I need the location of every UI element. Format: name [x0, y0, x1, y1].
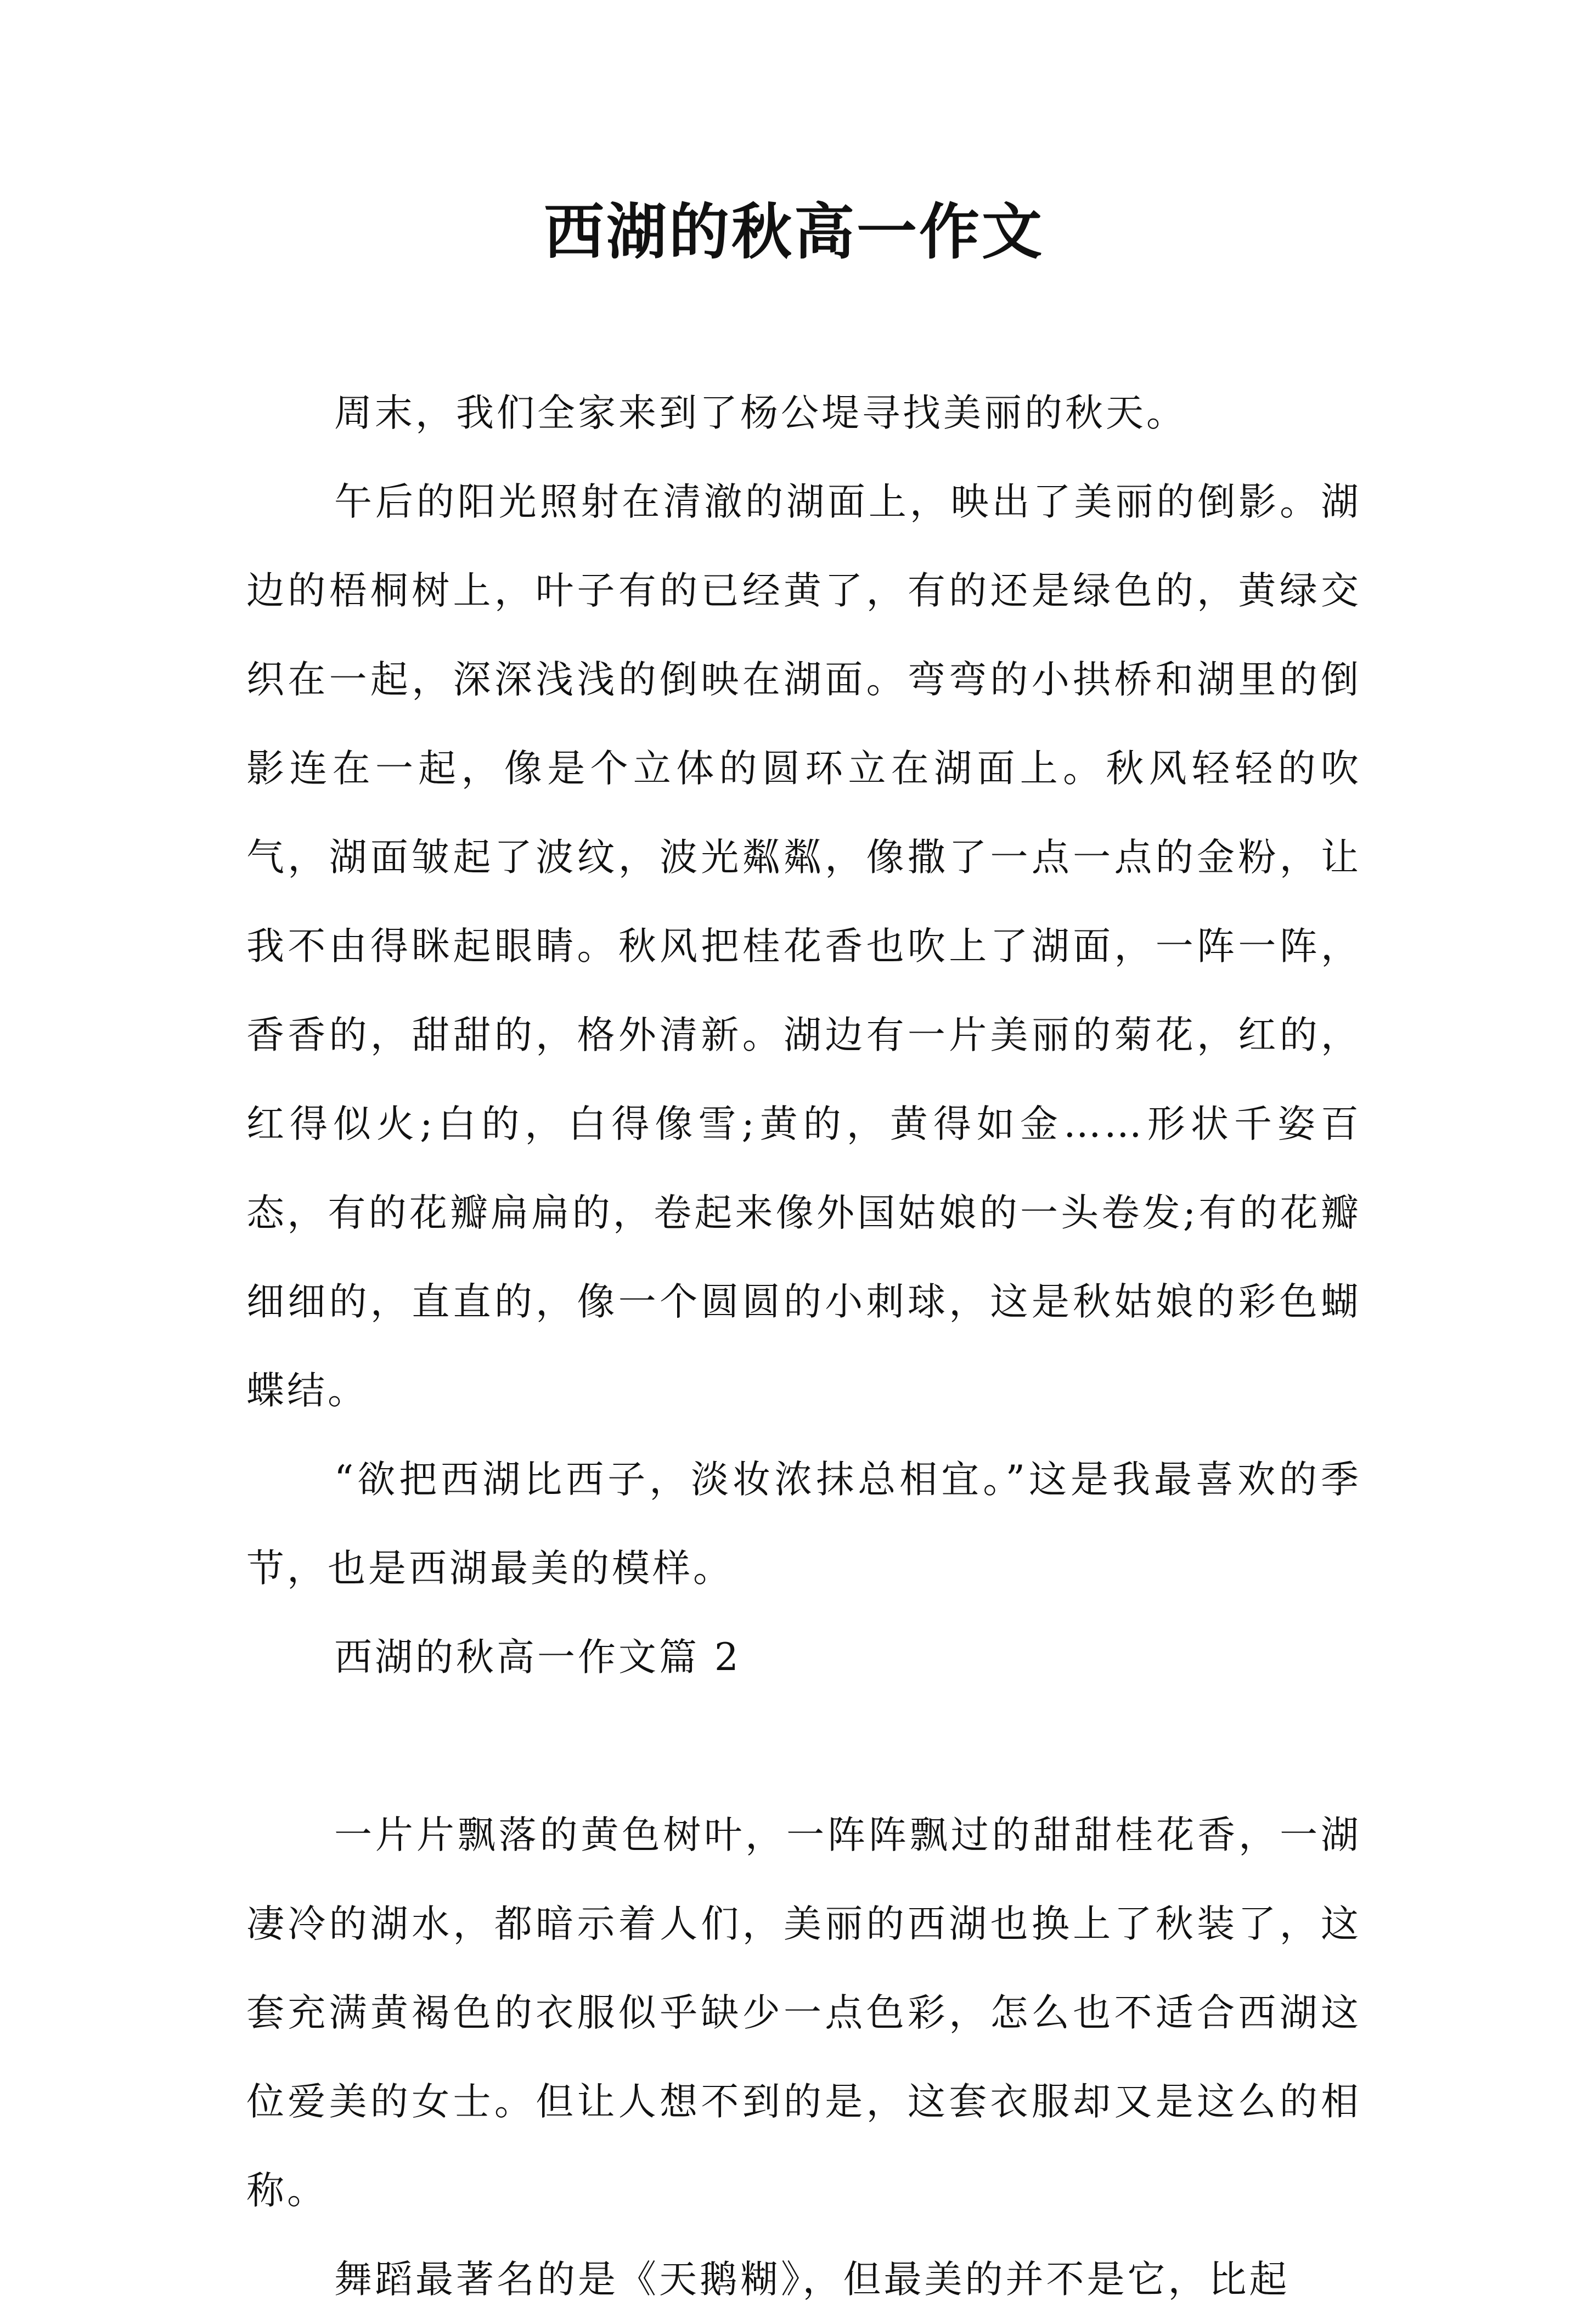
- document-body: [246, 369, 1361, 2324]
- paragraph-2: 午后的阳光照射在清澈的湖面上，映出了美丽的倒影。湖边的梧桐树上，叶子有的已经黄了，有的还是绿色的，黄绿交织在一起，深深浅浅的倒映在湖面。弯弯的小拱桥和湖里的倒影连在一起，像是个立体的圆环立在湖面上。秋风轻轻的吹气，湖面皱起了波纹，波光粼粼，像撒了一点一点的金粉，让我不由得眯起眼睛。秋风把桂花香也吹上了湖面，一阵一阵，香香的，甜甜的，格外清新。湖边有一片美丽的菊花，红的，红得似火;白的，白得像雪;黄的，黄得如金……形状千姿百态，有的花瓣扁扁的，卷起来像外国姑娘的一头卷发;有的花瓣细细的，直直的，像一个圆圆的小刺球，这是秋姑娘的彩色蝴蝶结。: [246, 480, 1361, 1413]
- paragraph-1: 周末，我们全家来到了杨公堤寻找美丽的秋天。: [334, 391, 1187, 435]
- section-heading: 西湖的秋高一作文篇 2: [334, 1635, 741, 1679]
- paragraph-3: “欲把西湖比西子，淡妆浓抹总相宜。”这是我最喜欢的季节，也是西湖最美的模样。: [246, 1458, 1361, 1590]
- document-title: 西湖的秋高一作文: [544, 196, 1044, 267]
- paragraph-5: 舞蹈最著名的是《天鹅糊》，但最美的并不是它，比起: [334, 2258, 1290, 2302]
- paragraph-4: 一片片飘落的黄色树叶，一阵阵飘过的甜甜桂花香，一湖凄冷的湖水，都暗示着人们，美丽的西湖也换上了秋装了，这套充满黄褐色的衣服似乎缺少一点色彩，怎么也不适合西湖这位爱美的女士。但让人想不到的是，这套衣服却又是这么的相称。: [246, 1813, 1361, 2213]
